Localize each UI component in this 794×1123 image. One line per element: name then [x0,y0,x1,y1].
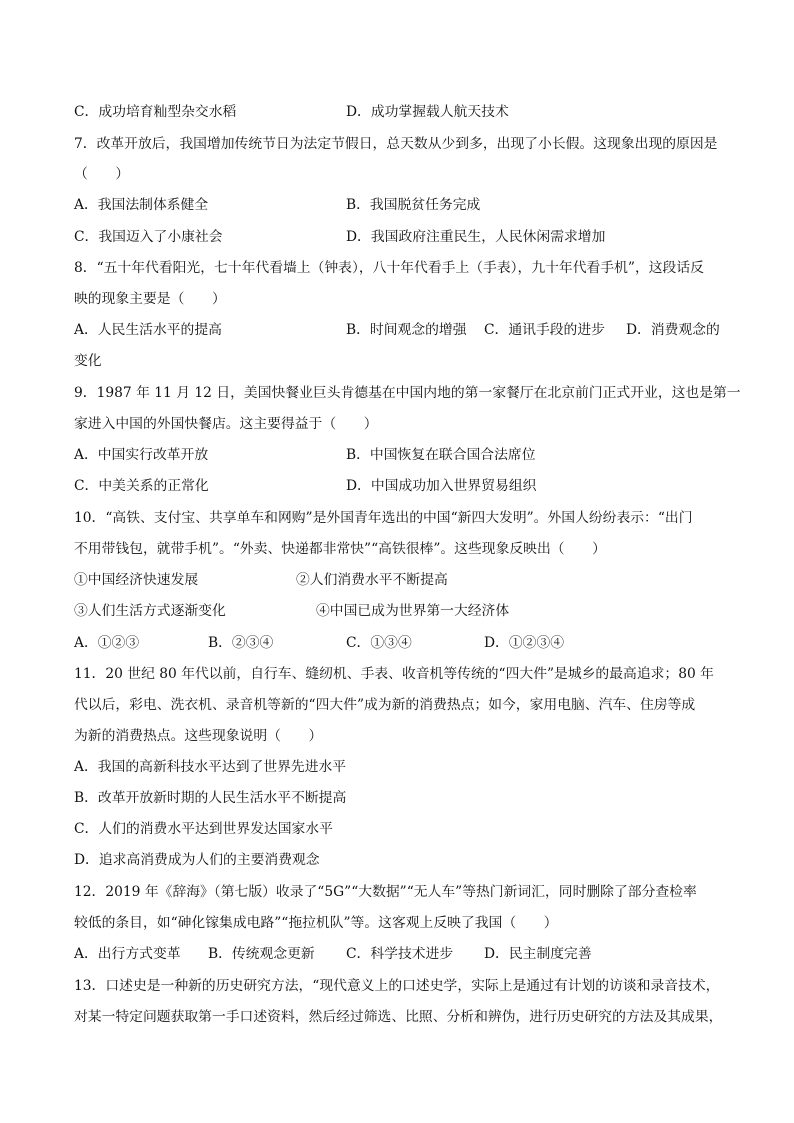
q10-statement-2: ②人们消费水平不断提高 [296,572,448,588]
q8-option-c: C．通讯手段的进步 [484,322,605,338]
q12-option-c: C．科学技术进步 [346,946,454,962]
q9-stem-line1: 9．1987 年 11 月 12 日，美国快餐业巨头肯德基在中国内地的第一家餐厅在北京前门正式开业，这也是第一 [74,385,741,401]
q13-stem-line1: 13．口述史是一种新的历史研究方法，“现代意义上的口述史学，实际上是通过有计划的访谈和录音技术， [74,978,720,994]
q12-stem-line1: 12．2019 年《辞海》（第七版）收录了“5G”“大数据”“无人车”等热门新词汇，同时删除了部分查检率 [74,884,697,900]
q8-option-b: B．时间观念的增强 [346,322,467,338]
q10-statement-4: ④中国已成为世界第一大经济体 [316,603,510,619]
q7-option-d: D．我国政府注重民生，人民休闲需求增加 [346,229,606,245]
q12-stem-line2: 较低的条目，如“砷化镓集成电路”“拖拉机队”等。这客观上反映了我国（ ） [74,915,558,931]
q12-option-d: D．民主制度完善 [484,946,592,962]
q10-statement-3: ③人们生活方式逐渐变化 [74,603,226,619]
q9-option-a: A．中国实行改革开放 [74,447,209,463]
q12-option-b: B．传统观念更新 [208,946,315,962]
q13-stem-line2: 对某一特定问题获取第一手口述资料，然后经过筛选、比照、分析和辨伪，进行历史研究的方法及其成果， [74,1009,723,1025]
q6-options-cd [74,102,236,122]
q11-stem-line2: 代以后，彩电、洗衣机、录音机等新的“四大件”成为新的消费热点；如今，家用电脑、汽车、住房等成 [74,697,696,713]
q10-option-d: D．①②③④ [484,635,565,651]
q10-stem-line2: 不用带钱包，就带手机”。“外卖、快递都非常快”“高铁很棒”。这些现象反映出（ ） [74,541,606,557]
q7-option-c: C．我国迈入了小康社会 [74,229,223,245]
q7-stem-line1: 7．改革开放后，我国增加传统节日为法定节假日，总天数从少到多，出现了小长假。这现象出现的原因是 [74,136,718,152]
q7-stem-line2: （ ） [74,166,130,182]
q9-stem-line2: 家进入中国的外国快餐店。这主要得益于（ ） [74,416,378,432]
q11-option-b: B．改革开放新时期的人民生活水平不断提高 [74,790,347,806]
q8-option-d: D．消费观念的 [626,322,720,338]
q9-option-c: C．中美关系的正常化 [74,478,209,494]
q8-option-d-continued: 变化 [74,353,102,369]
q11-stem-line1: 11．20 世纪 80 年代以前，自行车、缝纫机、手表、收音机等传统的“四大件”是城乡的最高追求；80 年 [74,666,714,682]
q6-option-c: C．成功培育籼型杂交水稻 [74,104,237,120]
q11-option-c: C．人们的消费水平达到世界发达国家水平 [74,821,333,837]
q8-stem-line1: 8．“五十年代看阳光，七十年代看墙上（钟表），八十年代看手上（手表），九十年代看手机”，这段话反 [74,260,704,276]
q11-option-d: D．追求高消费成为人们的主要消费观念 [74,852,320,868]
q9-option-d: D．中国成功加入世界贸易组织 [346,478,537,494]
q8-stem-line2: 映的现象主要是（ ） [74,291,226,307]
q9-option-b: B．中国恢复在联合国合法席位 [346,447,536,463]
q6-option-d: D．成功掌握载人航天技术 [346,104,509,120]
q10-option-b: B．②③④ [208,635,274,651]
q11-option-a: A．我国的高新科技水平达到了世界先进水平 [74,759,347,775]
q10-statement-1: ①中国经济快速发展 [74,572,199,588]
q10-option-c: C．①③④ [346,635,412,651]
q7-option-a: A．我国法制体系健全 [74,197,209,213]
q10-stem-line1: 10．“高铁、支付宝、共享单车和网购”是外国青年选出的中国“新四大发明”。外国人纷纷表示：“出门 [74,510,693,526]
q8-option-a: A．人民生活水平的提高 [74,322,222,338]
q11-stem-line3: 为新的消费热点。这些现象说明（ ） [74,728,323,744]
q7-option-b: B．我国脱贫任务完成 [346,197,481,213]
q10-option-a: A．①②③ [74,635,140,651]
q12-option-a: A．出行方式变革 [74,946,181,962]
